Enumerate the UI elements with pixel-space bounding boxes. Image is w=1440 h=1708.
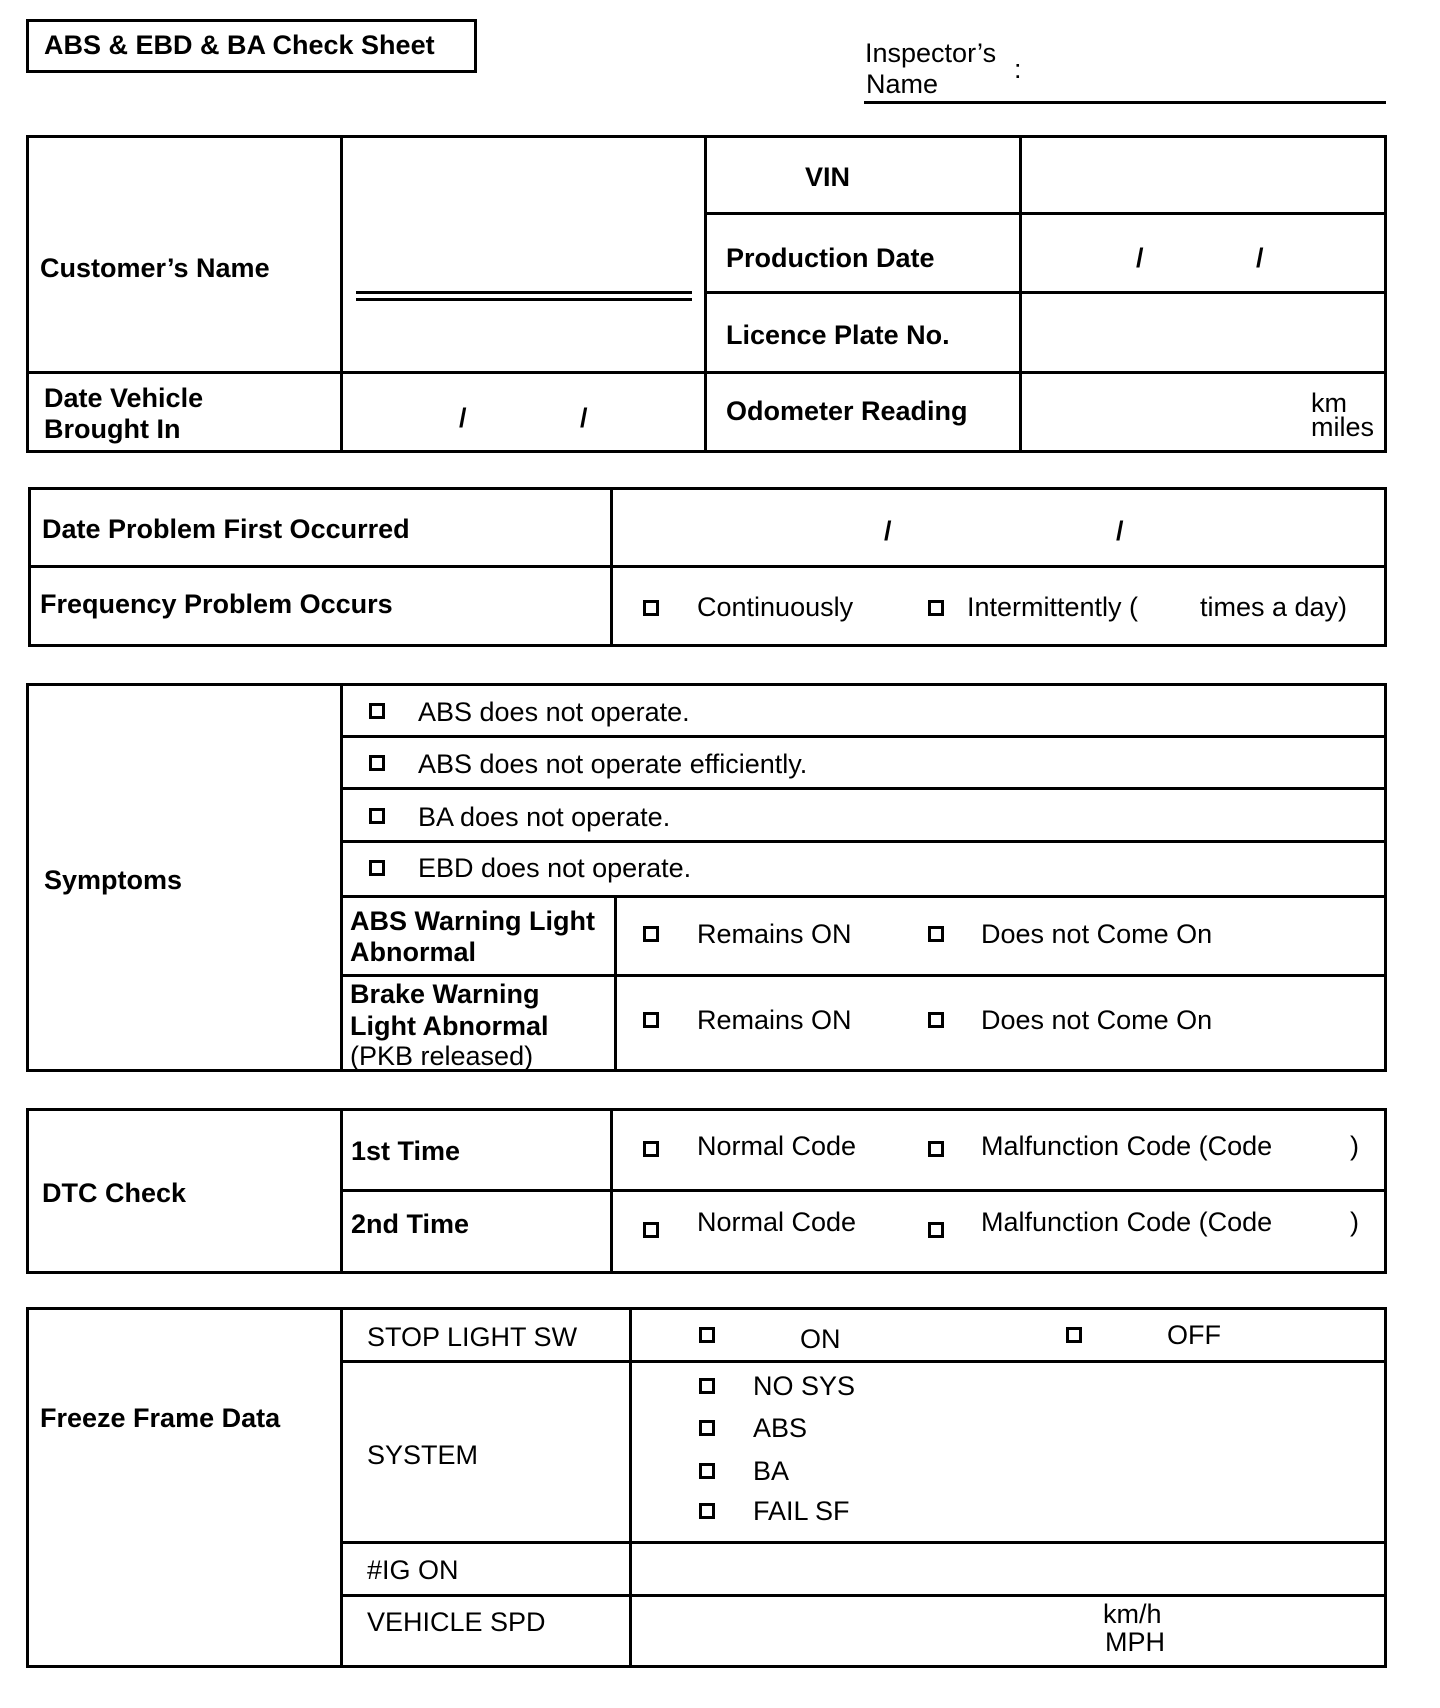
system-label: SYSTEM (367, 1440, 479, 1470)
stop-light-on-checkbox[interactable] (699, 1327, 715, 1343)
times-a-day-label: times a day) (1200, 592, 1348, 622)
brake-remains-on-label: Remains ON (697, 1005, 852, 1035)
inspector-label-line2: Name (866, 69, 939, 99)
page-title: ABS & EBD & BA Check Sheet (44, 30, 435, 60)
licence-plate-field[interactable] (1025, 298, 1380, 366)
abs-not-come-on-label: Does not Come On (981, 919, 1213, 949)
system-option-checkbox[interactable] (699, 1378, 715, 1394)
customer-name-field[interactable] (356, 240, 692, 290)
ig-on-label: #IG ON (367, 1555, 459, 1585)
symptom-item: BA does not operate. (418, 802, 671, 832)
date-brought-in-separator: / (580, 403, 588, 433)
date-brought-in-separator: / (459, 403, 467, 433)
symptom-checkbox[interactable] (369, 860, 385, 876)
dtc1-close-paren: ) (1350, 1131, 1359, 1161)
dtc1-malfunction-label: Malfunction Code (Code (981, 1131, 1273, 1161)
divider (340, 1360, 1387, 1363)
divider (340, 974, 1387, 977)
vin-field[interactable] (1025, 142, 1380, 208)
production-date-separator: / (1256, 243, 1264, 273)
date-first-occurred-separator: / (884, 516, 892, 546)
dtc-first-time-label: 1st Time (351, 1136, 461, 1166)
name-underline (356, 291, 692, 294)
abs-not-come-on-checkbox[interactable] (928, 926, 944, 942)
vehicle-spd-label: VEHICLE SPD (367, 1607, 546, 1637)
dtc2-close-paren: ) (1350, 1207, 1359, 1237)
divider (340, 683, 343, 1072)
dtc2-normal-checkbox[interactable] (643, 1222, 659, 1238)
symptom-checkbox[interactable] (369, 703, 385, 719)
symptom-item: EBD does not operate. (418, 853, 692, 883)
date-brought-in-label-line1: Date Vehicle (44, 383, 204, 413)
brake-not-come-on-label: Does not Come On (981, 1005, 1213, 1035)
brake-not-come-on-checkbox[interactable] (928, 1012, 944, 1028)
divider (26, 371, 1387, 374)
date-first-occurred-label: Date Problem First Occurred (42, 514, 410, 544)
divider (340, 735, 1387, 738)
system-option: BA (753, 1456, 790, 1486)
divider (340, 1594, 1387, 1597)
stop-light-sw-label: STOP LIGHT SW (367, 1322, 578, 1352)
divider (704, 135, 707, 453)
divider (704, 291, 1387, 294)
inspector-label-line1: Inspector’s (865, 38, 997, 68)
divider (340, 787, 1387, 790)
dtc1-normal-label: Normal Code (697, 1131, 857, 1161)
divider (340, 1541, 1387, 1544)
dtc-second-time-label: 2nd Time (351, 1209, 470, 1239)
divider (340, 1189, 1387, 1192)
dtc1-normal-checkbox[interactable] (643, 1141, 659, 1157)
abs-warning-label-line1: ABS Warning Light (350, 906, 595, 936)
dtc-check-label: DTC Check (42, 1178, 187, 1208)
symptoms-label: Symptoms (44, 865, 183, 895)
brake-warning-note: (PKB released) (350, 1041, 534, 1071)
intermittently-label: Intermittently ( (967, 592, 1139, 622)
symptom-item: ABS does not operate. (418, 697, 690, 727)
system-option-checkbox[interactable] (699, 1420, 715, 1436)
symptom-checkbox[interactable] (369, 808, 385, 824)
divider (28, 565, 1387, 568)
production-date-label: Production Date (726, 243, 935, 273)
dtc2-normal-label: Normal Code (697, 1207, 857, 1237)
stop-light-off-checkbox[interactable] (1066, 1327, 1082, 1343)
customer-name-label: Customer’s Name (40, 253, 270, 283)
frequency-label: Frequency Problem Occurs (40, 589, 393, 619)
freeze-frame-label: Freeze Frame Data (40, 1403, 281, 1433)
divider (704, 212, 1387, 215)
dtc1-malfunction-checkbox[interactable] (928, 1141, 944, 1157)
odometer-unit-miles: miles (1311, 412, 1375, 442)
odometer-unit-km: km (1311, 388, 1347, 418)
brake-warning-label-line1: Brake Warning (350, 979, 540, 1009)
abs-warning-label-line2: Abnormal (350, 937, 477, 967)
system-option: ABS (753, 1413, 808, 1443)
inspector-name-field[interactable] (864, 101, 1386, 104)
brake-warning-label-line2: Light Abnormal (350, 1011, 549, 1041)
ig-on-field[interactable] (636, 1548, 1380, 1590)
intermittently-checkbox[interactable] (928, 600, 944, 616)
divider (614, 895, 617, 1072)
licence-plate-label: Licence Plate No. (726, 320, 950, 350)
vehicle-spd-unit-kmh: km/h (1103, 1599, 1162, 1629)
system-option-checkbox[interactable] (699, 1503, 715, 1519)
name-underline (356, 298, 692, 301)
dtc2-malfunction-checkbox[interactable] (928, 1222, 944, 1238)
system-option: NO SYS (753, 1371, 856, 1401)
dtc2-malfunction-label: Malfunction Code (Code (981, 1207, 1273, 1237)
production-date-separator: / (1136, 243, 1144, 273)
symptom-item: ABS does not operate efficiently. (418, 749, 808, 779)
inspector-colon: : (1014, 54, 1022, 84)
abs-remains-on-checkbox[interactable] (643, 926, 659, 942)
stop-light-off-label: OFF (1167, 1320, 1221, 1350)
system-option-checkbox[interactable] (699, 1463, 715, 1479)
continuously-label: Continuously (697, 592, 854, 622)
vin-label: VIN (805, 162, 851, 192)
stop-light-on-label: ON (800, 1324, 841, 1354)
abs-remains-on-label: Remains ON (697, 919, 852, 949)
continuously-checkbox[interactable] (643, 600, 659, 616)
system-option: FAIL SF (753, 1496, 850, 1526)
symptom-checkbox[interactable] (369, 755, 385, 771)
brake-remains-on-checkbox[interactable] (643, 1012, 659, 1028)
odometer-label: Odometer Reading (726, 396, 968, 426)
divider (340, 135, 343, 453)
date-brought-in-label-line2: Brought In (44, 414, 181, 444)
divider (340, 840, 1387, 843)
divider (340, 895, 1387, 898)
divider (1019, 135, 1022, 453)
date-first-occurred-separator: / (1116, 516, 1124, 546)
vehicle-spd-unit-mph: MPH (1105, 1627, 1165, 1657)
